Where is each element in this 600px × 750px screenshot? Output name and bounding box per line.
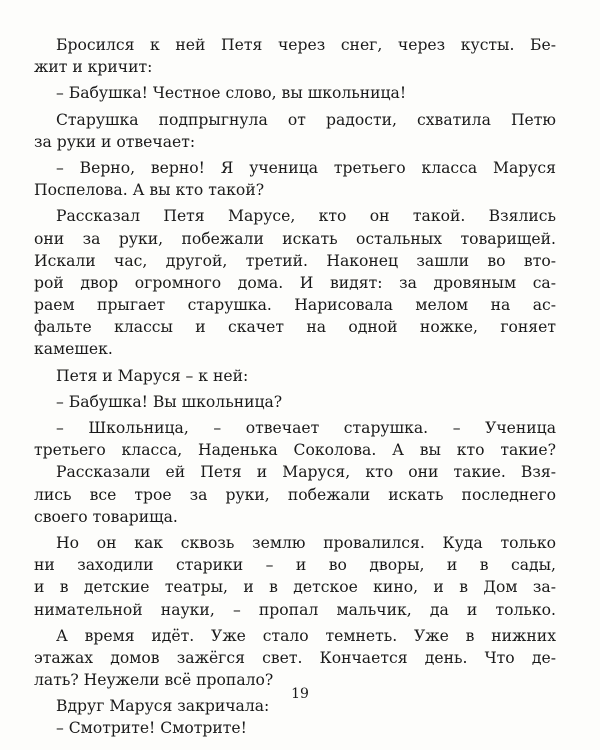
paragraph [34, 532, 556, 621]
text-line: Но он как сквозь землю провалился. Куда только [56, 533, 556, 552]
text-line: раем прыгает старушка. Нарисовала мелом на ас- [34, 296, 556, 315]
text-line: Искали час, другой, третий. Наконец зашли во вто- [34, 251, 556, 270]
paragraph [34, 157, 556, 201]
text-line: Рассказали ей Петя и Маруся, кто они такие. Взя- [56, 463, 556, 482]
paragraph [34, 717, 556, 739]
text-line: – Школьница, – отвечает старушка. – Ученица [56, 419, 556, 437]
text-line: этажах домов зажёгся свет. Кончается день. Что де- [34, 648, 556, 667]
text-line: нимательной науки, – пропал мальчик, да и только. [34, 600, 556, 619]
text-line: Петя и Маруся – к ней: [56, 366, 249, 385]
text-line: своего товарища. [34, 507, 178, 526]
text-line: Вдруг Маруся закричала: [56, 697, 270, 716]
text-line: они за руки, побежали искать остальных товарищей. [34, 229, 556, 248]
paragraph [34, 461, 556, 528]
text-line: фальте классы и скачет на одной ножке, гоняет [34, 318, 556, 337]
paragraph [34, 391, 556, 413]
text-line: лись все трое за руки, побежали искать последнего [34, 485, 556, 504]
text-line: третьего класса, Наденька Соколова. А вы кто такие? [34, 441, 556, 460]
text-line: Старушка подпрыгнула от радости, схватила Петю [56, 110, 556, 129]
paragraph [34, 365, 556, 387]
text-line: Бросился к ней Петя через снег, через кусты. Бе- [56, 36, 556, 54]
text-line: за руки и отвечает: [34, 132, 196, 151]
text-line: – Верно, верно! Я ученица третьего класса Маруся [56, 158, 556, 177]
paragraph [34, 82, 556, 104]
text-line: лать? Неужели всё пропало? [34, 671, 274, 690]
text-line: ни заходили старики – и во дворы, и в сады, [34, 556, 556, 575]
paragraph [34, 625, 556, 692]
text-line: Поспелова. А вы кто такой? [34, 181, 265, 200]
text-line: камешек. [34, 340, 113, 359]
paragraph [34, 34, 556, 78]
text-line: – Бабушка! Вы школьница? [56, 392, 283, 411]
paragraph [34, 417, 556, 461]
text-line: А время идёт. Уже стало темнеть. Уже в нижних [56, 626, 556, 645]
page-number: 19 [291, 686, 309, 702]
text-line: Рассказал Петя Марусе, кто он такой. Взялись [56, 207, 556, 226]
text-line: рой двор огромного дома. И видят: за дровяным са- [34, 273, 556, 292]
paragraph [34, 205, 556, 360]
text-line: – Бабушка! Честное слово, вы школьница! [56, 84, 407, 103]
text-line: – Смотрите! Смотрите! [56, 719, 247, 738]
paragraph [34, 109, 556, 153]
text-line: жит и кричит: [34, 58, 153, 77]
text-line: и в детские театры, и в детское кино, и в Дом за- [34, 578, 556, 597]
body-text [34, 34, 556, 740]
